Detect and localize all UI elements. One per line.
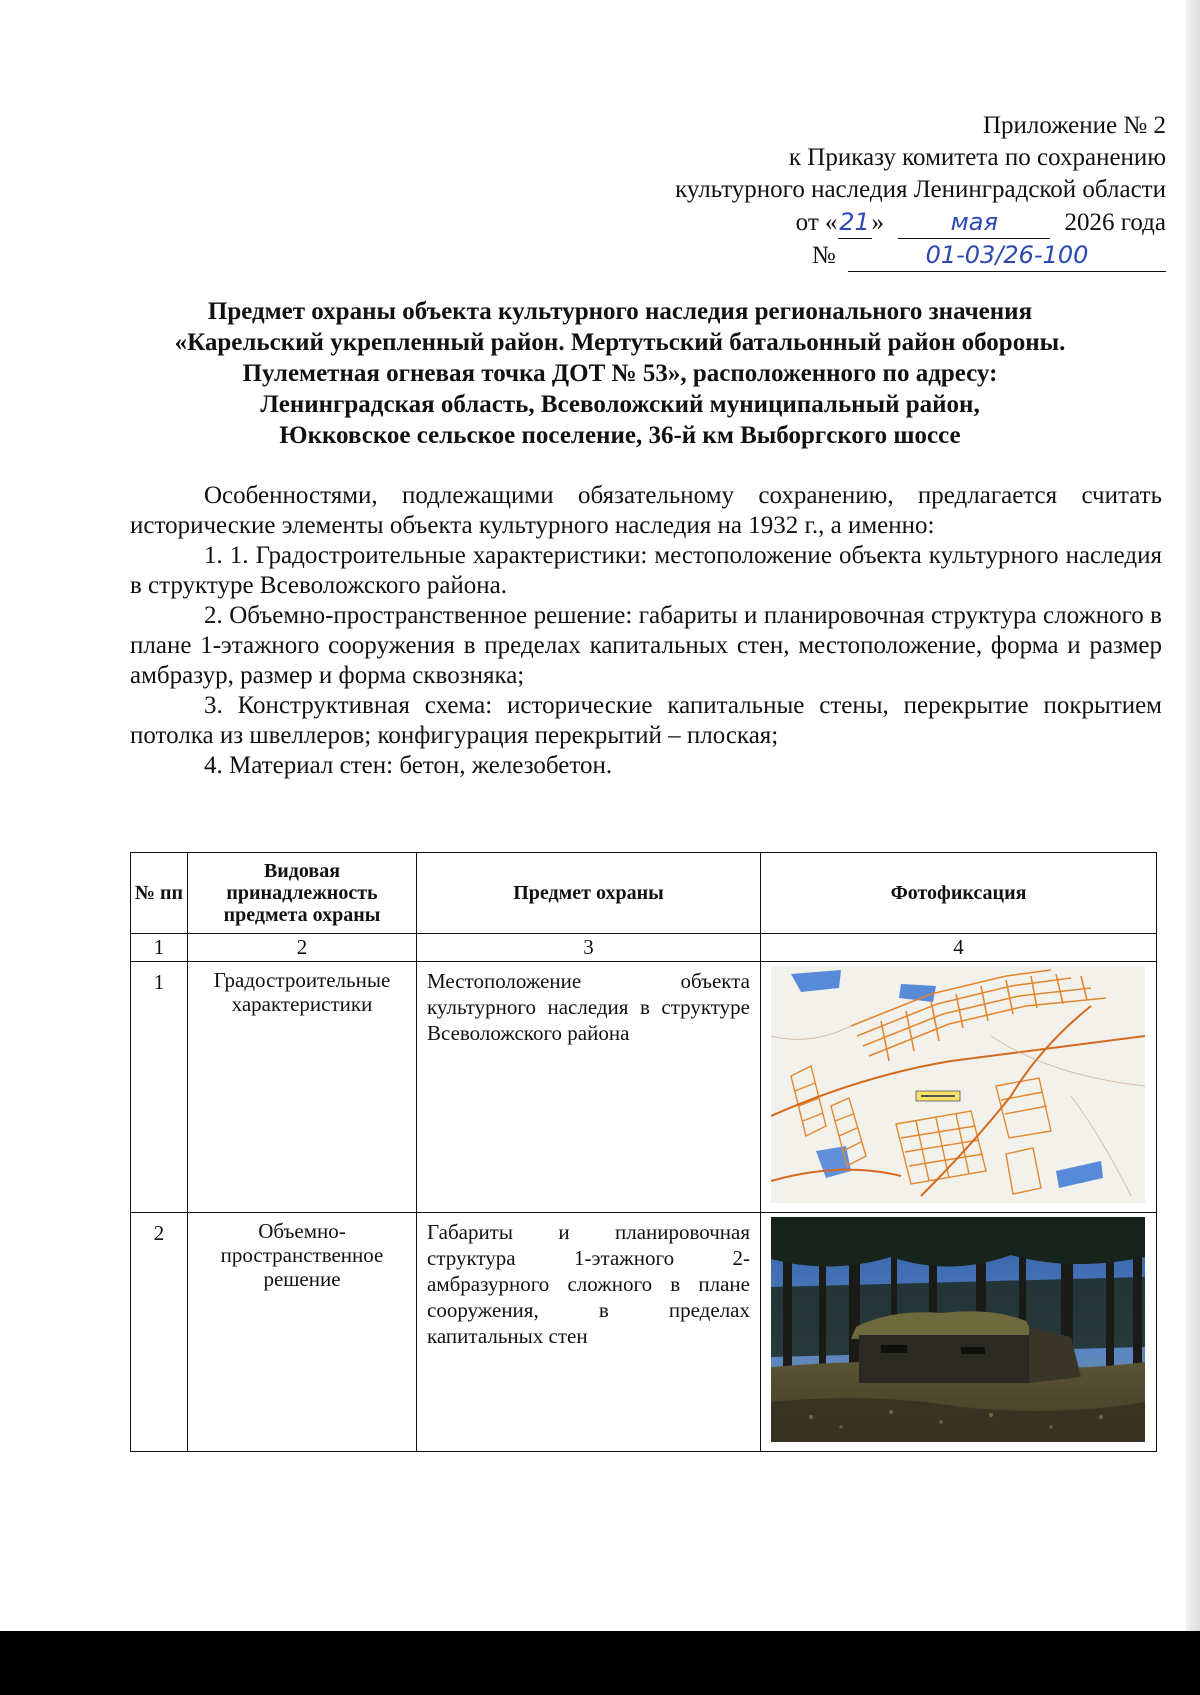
row-subject: Габариты и планировочная структура 1-этажного 2-амбразурного сложного в плане сооружения, в пределах капитальных стен: [417, 1213, 761, 1452]
order-number: № 01-03/26-100: [675, 239, 1166, 272]
map-photo: [771, 966, 1145, 1203]
table-row: [131, 1213, 1157, 1452]
list-item: 3. Конструктивная схема: исторические капитальные стены, перекрытие покрытием потолка из швеллеров; конфигурация перекрытий – плоская;: [130, 692, 1162, 749]
table-row: [131, 962, 1157, 1213]
bunker-forest-photo: [771, 1217, 1145, 1442]
col-header-type: Видовая принадлежность предмета охраны: [188, 853, 417, 934]
scan-bottom-border: [0, 1631, 1200, 1695]
row-subject: Местоположение объекта культурного наследия в структуре Всеволожского района: [417, 962, 761, 1213]
committee-name: культурного наследия Ленинградской области: [675, 176, 1166, 203]
appendix-header: [675, 110, 1166, 272]
list-item: 1. 1. Градостроительные характеристики: местоположение объекта культурного наследия в структуре Всеволожского района.: [130, 542, 1162, 599]
list-item: 2. Объемно-пространственное решение: габариты и планировочная структура сложного в плане 1-этажного сооружения в пределах капитальных стен, местоположение, форма и размер амбразур, размер и форма сквозняка;: [130, 602, 1162, 689]
row-photo-cell: [761, 1213, 1157, 1452]
column-number: 4: [761, 934, 1157, 962]
row-type: Градостроительные характеристики: [188, 962, 417, 1213]
handwritten-number: 01-03/26-100: [848, 239, 1166, 272]
row-number: 1: [131, 962, 188, 1213]
body-text: [130, 481, 1162, 781]
table-header-row: [131, 853, 1157, 934]
col-header-photo: Фотофиксация: [761, 853, 1157, 934]
order-date: от «21» мая 2026 года: [675, 206, 1166, 239]
column-number-row: [131, 934, 1157, 962]
column-number: 3: [417, 934, 761, 962]
handwritten-day: 21: [838, 206, 872, 239]
appendix-number: Приложение № 2: [982, 112, 1166, 139]
scan-edge: [1186, 0, 1200, 1631]
column-number: 1: [131, 934, 188, 962]
protection-table: [130, 852, 1157, 1452]
col-header-subject: Предмет охраны: [417, 853, 761, 934]
handwritten-month: мая: [898, 206, 1050, 239]
row-type: Объемно-пространственное решение: [188, 1213, 417, 1452]
row-number: 2: [131, 1213, 188, 1452]
row-photo-cell: [761, 962, 1157, 1213]
column-number: 2: [188, 934, 417, 962]
order-reference: к Приказу комитета по сохранению: [788, 144, 1166, 171]
col-header-number: № пп: [131, 853, 188, 934]
list-item: 4. Материал стен: бетон, железобетон.: [204, 752, 613, 779]
intro-paragraph: Особенностями, подлежащими обязательному сохранению, предлагается считать исторические элементы объекта культурного наследия на 1932 г., а именно:: [130, 482, 1162, 539]
document-title: Предмет охраны объекта культурного наследия регионального значения «Карельский укрепленный район. Мертутьский батальонный район обороны. Пулеметная огневая точка ДОТ № 53», расположенного по адресу: Ленинградская область, Всеволожский муниципальный район, Юкковское сельское поселение, 36-й км Выборгского шоссе: [174, 298, 1066, 449]
